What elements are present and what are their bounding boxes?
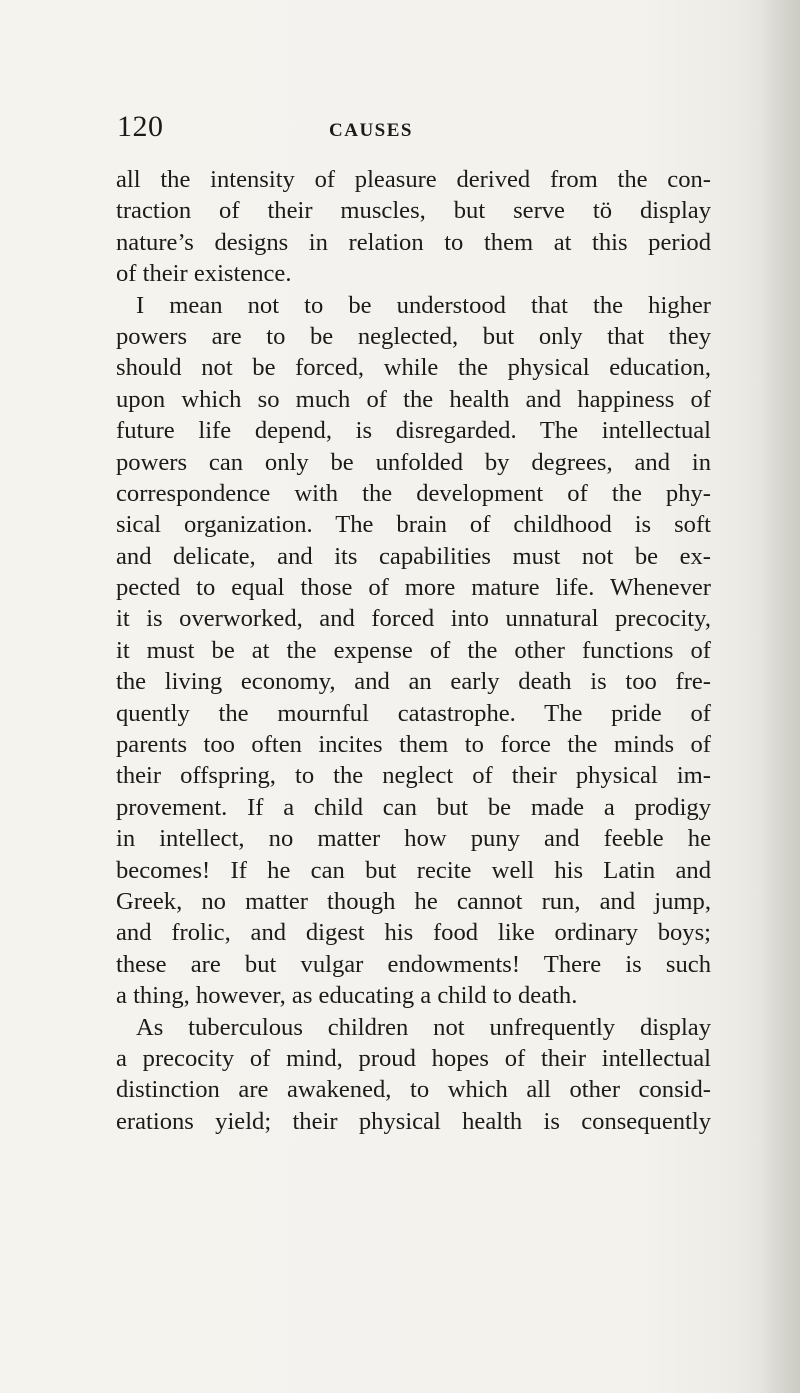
text-line: and delicate, and its capabilities must not be ex- [116,542,711,570]
text-line: distinction are awakened, to which all other consid- [116,1076,711,1104]
body-text [116,164,711,1137]
text-line: provement. If a child can but be made a prodigy [116,793,711,821]
page-edge-shadow [760,0,800,1393]
text-line: traction of their muscles, but serve tö display [116,197,711,225]
text-line: sical organization. The brain of childhood is soft [116,511,711,539]
text-line: these are but vulgar endowments! There is such [116,950,711,978]
text-line: in intellect, no matter how puny and feeble he [116,825,711,853]
text-line: erations yield; their physical health is consequently [116,1107,711,1135]
text-line: it must be at the expense of the other functions of [116,636,711,664]
text-line: correspondence with the development of the phy- [116,479,711,507]
text-line: upon which so much of the health and happiness of [116,385,711,413]
text-line: powers are to be neglected, but only that they [116,322,711,350]
text-line: As tuberculous children not unfrequently display [136,1013,711,1041]
text-line: it is overworked, and forced into unnatural precocity, [116,605,711,633]
text-line: nature’s designs in relation to them at this period [116,228,711,256]
text-line: a precocity of mind, proud hopes of their intellectual [116,1044,711,1072]
running-head: CAUSES [329,120,413,141]
page-number: 120 [117,110,164,143]
text-line: future life depend, is disregarded. The intellectual [116,417,711,445]
text-line: pected to equal those of more mature life. Whenever [116,574,711,602]
text-line: a thing, however, as educating a child to death. [116,982,578,1010]
text-line: parents too often incites them to force the minds of [116,731,711,759]
text-line: becomes! If he can but recite well his Latin and [116,856,711,884]
text-line: I mean not to be understood that the higher [136,291,711,319]
text-line: and frolic, and digest his food like ordinary boys; [116,919,711,947]
text-line: powers can only be unfolded by degrees, and in [116,448,711,476]
text-line: Greek, no matter though he cannot run, and jump, [116,887,711,915]
text-line: all the intensity of pleasure derived from the con- [116,166,711,193]
text-line: of their existence. [116,260,292,288]
text-line: the living economy, and an early death is too fre- [116,668,711,696]
page-header [117,110,717,150]
text-line: quently the mournful catastrophe. The pride of [116,699,711,727]
text-line: should not be forced, while the physical education, [116,354,711,382]
text-line: their offspring, to the neglect of their physical im- [116,762,711,790]
